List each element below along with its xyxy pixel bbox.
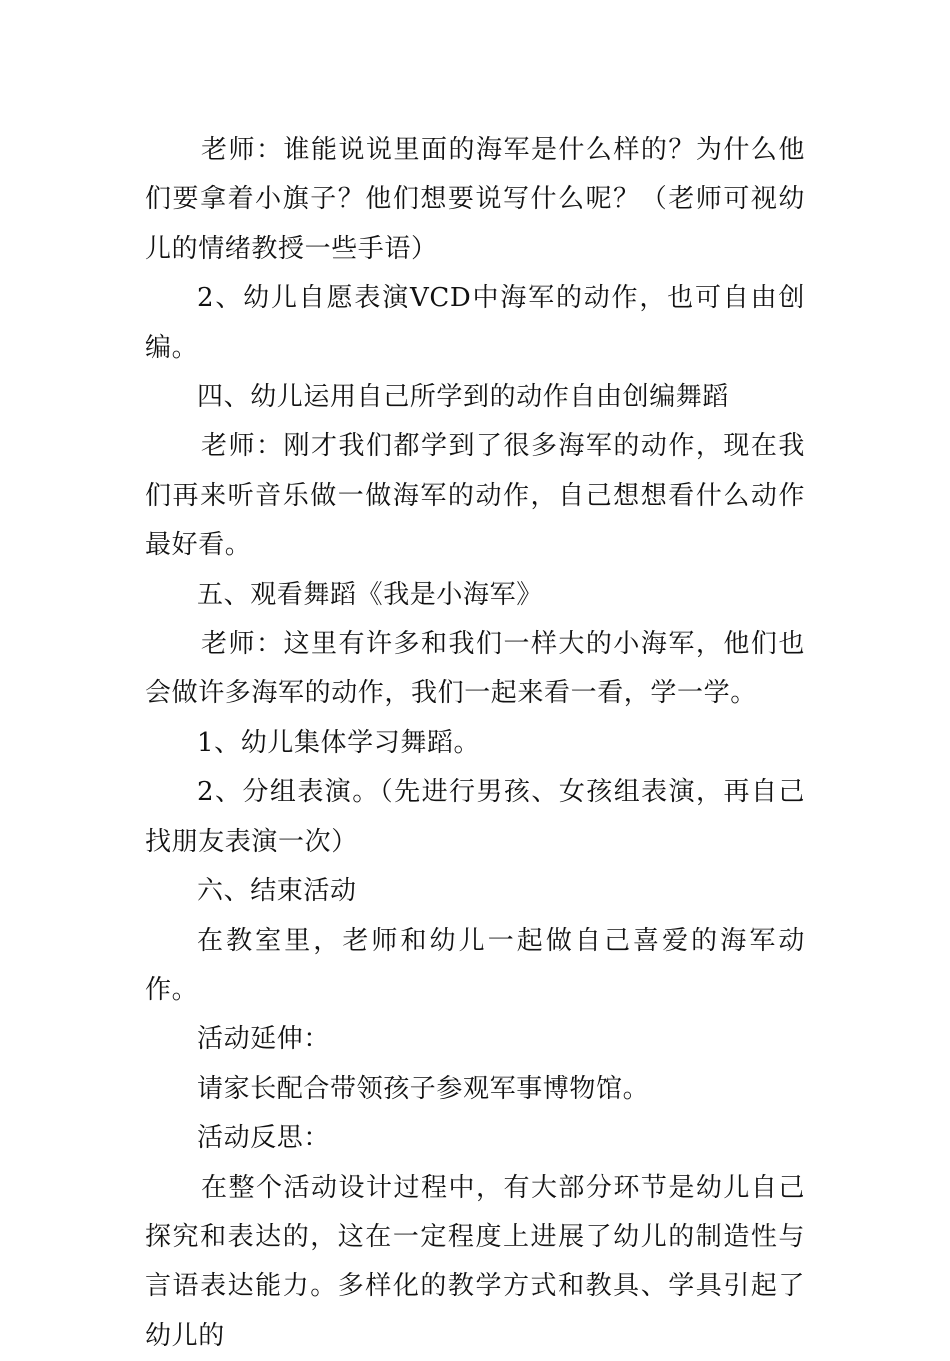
paragraph-teacher-music: 老师：刚才我们都学到了很多海军的动作，现在我们再来听音乐做一做海军的动作，自己想想看什么动作最好看。 — [145, 431, 805, 561]
paragraph-teacher-question: 老师：谁能说说里面的海军是什么样的？为什么他们要拿着小旗子？他们想要说写什么呢？（老师可视幼儿的情绪教授一些手语） — [145, 135, 805, 264]
paragraph-step-2-perform: 2、幼儿自愿表演VCD中海军的动作，也可自由创编。 — [145, 283, 805, 363]
paragraph-teacher-watch: 老师：这里有许多和我们一样大的小海军，他们也会做许多海军的动作，我们一起来看一看，学一学。 — [145, 629, 805, 709]
paragraph-step-1-learn: 1、幼儿集体学习舞蹈。 — [197, 727, 481, 758]
heading-extension: 活动延伸： — [197, 1024, 331, 1055]
paragraph-reflection: 在整个活动设计过程中，有大部分环节是幼儿自己探究和表达的，这在一定程度上进展了幼儿的制造性与言语表达能力。多样化的教学方式和教具、学具引起了幼儿的 — [145, 1172, 805, 1351]
paragraph-step-2-group: 2、分组表演。（先进行男孩、女孩组表演，再自己找朋友表演一次） — [145, 777, 805, 857]
paragraph-extension: 请家长配合带领孩子参观军事博物馆。 — [197, 1073, 650, 1104]
document-body — [145, 126, 805, 1361]
heading-reflection: 活动反思： — [197, 1123, 331, 1154]
section-heading-6: 六、结束活动 — [197, 876, 357, 907]
section-heading-4: 四、幼儿运用自己所学到的动作自由创编舞蹈 — [197, 382, 730, 413]
section-heading-5: 五、观看舞蹈《我是小海军》 — [197, 579, 543, 610]
paragraph-classroom: 在教室里，老师和幼儿一起做自己喜爱的海军动作。 — [145, 925, 805, 1005]
